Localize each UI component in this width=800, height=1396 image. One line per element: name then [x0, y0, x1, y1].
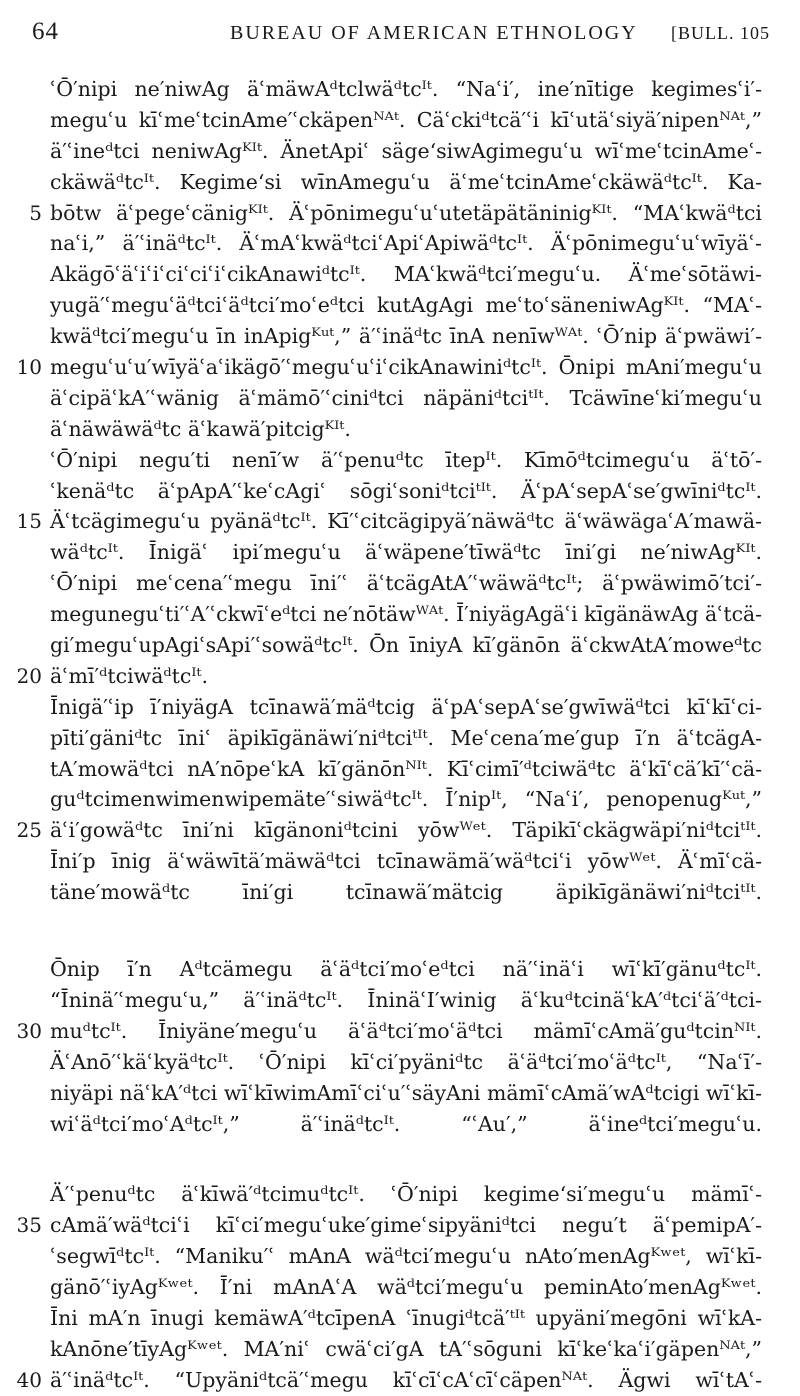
- bulletin-number: [BULL. 105: [671, 23, 770, 43]
- text-line: [50, 383, 762, 414]
- line-text: niyäpi näʿkA′ᵈtci wīʿkīwimAmīʿciʿu′ʿsäyAni mämīʿcAmä′wAᵈtcigi wīʿkī-: [50, 1080, 762, 1105]
- line-text: ʿkenäᵈtc äʿpApA′ʿkeʿcAgiʿ sōgiʿsoniᵈtciᵗᴵᵗ. ÄʿpAʿsepAʿse′gwīniᵈtcᴵᵗ.: [50, 478, 762, 503]
- text-line: [16, 1210, 762, 1241]
- line-text: muᵈtcᴵᵗ. Īniyäne′meguʿu äʿäᵈtci′moʿäᵈtci mämīʿcAmä′guᵈtcinᴺᴵᵗ.: [50, 1018, 762, 1043]
- text-line: [50, 630, 762, 661]
- page-number: 64: [32, 18, 59, 45]
- line-text: Ä′ʿpenuᵈtc äʿkīwä′ᵈtcimuᵈtcᴵᵗ. ʿŌ′nipi kegime‘si′meguʿu mämīʿ-: [50, 1182, 762, 1207]
- line-text: Īni′p īnig äʿwäwītä′mäwäᵈtci tcīnawämä′wäᵈtciʿi yōwᵂᵉᵗ. Äʿmīʿcä-: [50, 849, 762, 874]
- line-text: äʿnäwäwäᵈtc äʿkawä′pitcigᴷᴵᵗ.: [50, 416, 351, 441]
- text-line: [50, 1047, 762, 1078]
- line-text: äʿcipäʿkA′ʿwänig äʿmämō′ʿciniᵈtci näpäniᵈtciᵗᴵᵗ. Tcäwīneʿki′meguʿu: [50, 385, 762, 410]
- line-text: pīti′gäniᵈtc īniʿ äpikīgänäwi′niᵈtciᵗᴵᵗ. Meʿcena′me′gup ī′n äʿtcägA-: [50, 725, 762, 750]
- text-line: [50, 537, 762, 568]
- line-text: tA′mowäᵈtci nA′nōpeʿkA kī′gänōnᴺᴵᵗ. Kīʿcimī′ᵈtciwäᵈtc äʿkīʿcä′kī′ʿcä-: [50, 756, 762, 781]
- line-text: ʿsegwīᵈtcᴵᵗ. “Maniku′ʿ mAnA wäᵈtci′meguʿu nAto′menAgᴷʷᵉᵗ, wīʿkī-: [50, 1244, 762, 1269]
- text-line: [50, 414, 762, 445]
- line-number: 30: [16, 1018, 42, 1043]
- line-text: Īni mA′n īnugi kemäwA′ᵈtcīpenA ʿīnugiᵈtcä′ᵗᴵᵗ upyäni′megōni wīʿkA-: [50, 1305, 762, 1330]
- text-line: [50, 1334, 762, 1365]
- line-number: 15: [16, 509, 42, 534]
- text-line: [50, 136, 762, 167]
- line-text: ʿŌ′nipi ne′niwAg äʿmäwAᵈtclwäᵈtcᴵᵗ. “Naʿi′, ine′nītige kegimesʿi′-: [50, 77, 762, 101]
- text-line: [50, 754, 762, 785]
- line-text: äʿmī′ᵈtciwäᵈtcᴵᵗ.: [50, 663, 208, 688]
- paragraph-gap: [50, 1139, 762, 1179]
- line-text: guᵈtcimenwimenwipemäte′ʿsiwäᵈtcᴵᵗ. Ī′nipᴵᵗ, “Naʿi′, penopenugᴷᵘᵗ,”: [50, 787, 762, 812]
- line-number: 10: [16, 355, 42, 380]
- line-text: äʿi′gowäᵈtc īni′ni kīgänoniᵈtcini yōwᵂᵉᵗ. Täpikīʿckägwäpi′niᵈtciᵗᴵᵗ.: [50, 818, 762, 843]
- text-line: [16, 1365, 762, 1396]
- line-number: 25: [16, 818, 42, 843]
- line-number: 35: [16, 1213, 42, 1238]
- text-line: [16, 352, 762, 383]
- line-text: täne′mowäᵈtc īni′gi tcīnawä′mätcig äpikīgänäwi′niᵈtciᵗᴵᵗ.: [50, 880, 762, 905]
- text-line: [16, 661, 762, 692]
- line-text: gänō′ʿiyAgᴷʷᵉᵗ. Ī′ni mAnAʿA wäᵈtci′meguʿu peminAto′menAgᴷʷᵉᵗ.: [50, 1275, 762, 1300]
- text-line: [50, 1179, 762, 1210]
- line-text: ä′ʿineᵈtci neniwAgᴷᴵᵗ. ÄnetApiʿ säge‘siwAgimeguʿu wīʿmeʿtcinAmeʿ-: [50, 138, 762, 163]
- line-text: wäᵈtcᴵᵗ. Īnigäʿ ipi′meguʿu äʿwäpene′tīwäᵈtc īni′gi ne′niwAgᴷᴵᵗ.: [50, 540, 762, 565]
- line-text: bōtw äʿpegeʿcänigᴷᴵᵗ. Äʿpōnimeguʿuʿutetäpätäninigᴷᴵᵗ. “MAʿkwäᵈtci: [50, 200, 762, 225]
- text-line: [29, 198, 762, 229]
- paragraph-gap: [50, 908, 762, 954]
- line-text: wiʿäᵈtci′moʿAᵈtcᴵᵗ,” ä′ʿinäᵈtcᴵᵗ. “ʿAu′,” äʿineᵈtci′meguʿu.: [50, 1111, 762, 1136]
- body-text: [16, 74, 762, 1396]
- text-line: [50, 259, 762, 290]
- text-line: [50, 228, 762, 259]
- line-text: ä′ʿinäᵈtcᴵᵗ. “Upyäniᵈtcä′ʿmegu kīʿcīʿcAʿcīʿcäpenᴺᴬᵗ. Ägwi wīʿtAʿ-: [50, 1367, 762, 1392]
- text-line: [50, 954, 762, 985]
- page-header: [30, 18, 770, 58]
- paragraph-2: [16, 954, 762, 1139]
- line-text: ckäwäᵈtcᴵᵗ. Kegime‘si wīnAmeguʿu äʿmeʿtcinAmeʿckäwäᵈtcᴵᵗ. Ka-: [50, 169, 762, 194]
- text-line: [16, 1016, 762, 1047]
- line-text: yugä′ʿmeguʿäᵈtciʿäᵈtci′moʿeᵈtci kutAgAgi meʿtoʿsäneniwAgᴷᴵᵗ. “MAʿ-: [50, 293, 762, 318]
- text-line: [50, 74, 762, 105]
- line-number: 5: [29, 200, 42, 225]
- line-text: kAnōne′tīyAgᴷʷᵉᵗ. MA′niʿ cwäʿci′gA tA′ʿsōguni kīʿkeʿkaʿi′gäpenᴺᴬᵗ,”: [50, 1336, 762, 1361]
- text-line: [50, 1272, 762, 1303]
- text-line: [50, 476, 762, 507]
- text-line: [50, 692, 762, 723]
- text-line: [50, 784, 762, 815]
- line-text: naʿi,” ä′ʿinäᵈtcᴵᵗ. ÄʿmAʿkwäᵈtciʿApiʿApiwäᵈtcᴵᵗ. Äʿpōnimeguʿuʿwīyäʿ-: [50, 231, 762, 256]
- line-text: ʿŌ′nipi negu′ti nenī′w ä′ʿpenuᵈtc ītepᴵᵗ. Kīmōᵈtcimeguʿu äʿtō′-: [50, 447, 762, 472]
- line-number: 40: [16, 1367, 42, 1392]
- line-text: Äʿtcägimeguʿu pyänäᵈtcᴵᵗ. Kī′ʿcitcägipyä′näwäᵈtc äʿwäwägaʿA′mawä-: [50, 509, 762, 534]
- text-line: [50, 985, 762, 1016]
- paragraph-1: [16, 74, 762, 908]
- line-text: AkägōʿäʿiʿiʿciʿciʿiʿcikAnawiᵈtcᴵᵗ. MAʿkwäᵈtci′meguʿu. Äʿmeʿsōtäwi-: [50, 262, 762, 287]
- text-line: [50, 877, 762, 908]
- text-line: [50, 1303, 762, 1334]
- text-line: [50, 167, 762, 198]
- text-line: [50, 1241, 762, 1272]
- line-text: meguʿuʿu′wīyäʿaʿikägō′ʿmeguʿuʿiʿcikAnawiniᵈtcᴵᵗ. Ōnipi mAni′meguʿu: [50, 355, 762, 380]
- text-line: [50, 599, 762, 630]
- line-number: 20: [16, 663, 42, 688]
- line-text: cAmä′wäᵈtciʿi kīʿci′meguʿuke′gimeʿsipyäniᵈtci negu′t äʿpemipA′-: [50, 1213, 762, 1238]
- line-text: ʿŌ′nipi meʿcena′ʿmegu īni′ʿ äʿtcägAtA′ʿwäwäᵈtcᴵᵗ; äʿpwäwimō′tci′-: [50, 571, 762, 596]
- line-text: gi′meguʿupAgiʿsApi′ʿsowäᵈtcᴵᵗ. Ōn īniyA kī′gänōn äʿckwAtA′moweᵈtc: [50, 633, 762, 658]
- text-line: [50, 1109, 762, 1140]
- text-line: [50, 723, 762, 754]
- line-text: Ōnip ī′n Aᵈtcämegu äʿäᵈtci′moʿeᵈtci nä′ʿinäʿi wīʿkī′gänuᵈtcᴵᵗ.: [50, 957, 762, 982]
- text-line: [50, 105, 762, 136]
- text-line: [50, 290, 762, 321]
- text-line: [16, 506, 762, 537]
- text-line: [16, 815, 762, 846]
- line-text: kwäᵈtci′meguʿu īn inApigᴷᵘᵗ,” ä′ʿinäᵈtc īnA nenīwᵂᴬᵗ. ʿŌ′nip äʿpwäwi′-: [50, 324, 762, 349]
- line-text: Īnigä′ʿip ī′niyägA tcīnawä′mäᵈtcig äʿpAʿsepAʿse′gwīwäᵈtci kīʿkīʿci-: [50, 694, 762, 719]
- text-line: [50, 321, 762, 352]
- text-line: [50, 445, 762, 476]
- text-line: [50, 846, 762, 877]
- running-title: BUREAU OF AMERICAN ETHNOLOGY: [230, 22, 638, 44]
- paragraph-3: [16, 1179, 762, 1395]
- line-text: meguʿu kīʿmeʿtcinAme′ʿckäpenᴺᴬᵗ. Cäʿckiᵈtcä′ʿi kīʿutäʿsiyä′nipenᴺᴬᵗ,”: [50, 107, 762, 132]
- line-text: meguneguʿti′ʿA′ʿckwīʿeᵈtci ne′nōtäwᵂᴬᵗ. Ī′niyägAgäʿi kīgänäwAg äʿtcä-: [50, 602, 762, 627]
- text-line: [50, 1078, 762, 1109]
- line-text: “Īninä′ʿmeguʿu,” ä′ʿinäᵈtcᴵᵗ. ĪninäʿI′winig äʿkuᵈtcinäʿkA′ᵈtciʿä′ᵈtci-: [50, 987, 762, 1012]
- line-text: ÄʿAnō′ʿkäʿkyäᵈtcᴵᵗ. ʿŌ′nipi kīʿci′pyäniᵈtc äʿäᵈtci′moʿäᵈtcᴵᵗ, “Naʿī′-: [50, 1049, 762, 1074]
- text-line: [50, 568, 762, 599]
